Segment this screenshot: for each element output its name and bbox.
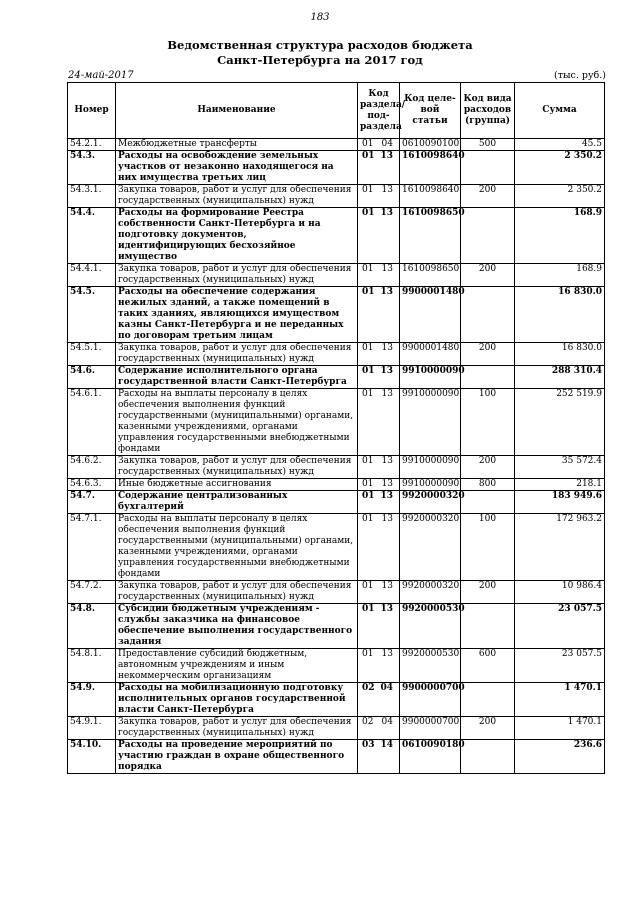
row-expense-type: 500 xyxy=(461,139,515,151)
row-sum: 183 949.6 xyxy=(515,491,605,514)
table-row xyxy=(68,139,605,151)
row-name: Закупка товаров, работ и услуг для обеспечения государственных (муниципальных) нужд xyxy=(116,581,358,604)
row-section-code xyxy=(358,264,400,287)
row-name: Содержание исполнительного органа государственной власти Санкт-Петербурга xyxy=(116,366,358,389)
row-section: 02 xyxy=(362,717,374,727)
row-sum: 23 057.5 xyxy=(515,604,605,649)
table-row xyxy=(68,581,605,604)
row-section-code xyxy=(358,683,400,717)
row-target-code: 9920000320 xyxy=(400,491,461,514)
row-sum: 252 519.9 xyxy=(515,389,605,456)
page-number: 183 xyxy=(310,12,330,23)
row-expense-type xyxy=(461,287,515,343)
row-target-code: 0610090100 xyxy=(400,139,461,151)
table-row xyxy=(68,366,605,389)
row-section-code xyxy=(358,514,400,581)
row-name: Закупка товаров, работ и услуг для обеспечения государственных (муниципальных) нужд xyxy=(116,185,358,208)
budget-table xyxy=(67,82,605,774)
row-section: 02 xyxy=(362,683,375,693)
row-number: 54.5. xyxy=(68,287,116,343)
row-number: 54.3. xyxy=(68,151,116,185)
row-section: 03 xyxy=(362,740,375,750)
row-subsection: 13 xyxy=(380,491,393,501)
row-sum: 16 830.0 xyxy=(515,343,605,366)
header-section-code: Код раздела/ под- раздела xyxy=(358,83,400,139)
table-row xyxy=(68,287,605,343)
header-target-code: Код целе- вой статьи xyxy=(400,83,461,139)
row-sum: 35 572.4 xyxy=(515,456,605,479)
table-row xyxy=(68,740,605,774)
header-name: Наименование xyxy=(116,83,358,139)
row-subsection: 13 xyxy=(381,649,393,659)
row-expense-type xyxy=(461,366,515,389)
row-sum: 10 986.4 xyxy=(515,581,605,604)
row-name: Расходы на мобилизационную подготовку исполнительных органов государственной власти Санкт-Петербурга xyxy=(116,683,358,717)
row-expense-type: 600 xyxy=(461,649,515,683)
table-row xyxy=(68,649,605,683)
row-subsection: 04 xyxy=(381,139,393,149)
table-row xyxy=(68,208,605,264)
row-target-code: 9910000090 xyxy=(400,456,461,479)
row-target-code: 1610098640 xyxy=(400,151,461,185)
table-row xyxy=(68,491,605,514)
row-target-code: 9900000700 xyxy=(400,717,461,740)
row-expense-type xyxy=(461,208,515,264)
row-sum: 1 470.1 xyxy=(515,683,605,717)
row-target-code: 1610098640 xyxy=(400,185,461,208)
row-number: 54.4. xyxy=(68,208,116,264)
row-section: 01 xyxy=(362,581,374,591)
row-number: 54.7.2. xyxy=(68,581,116,604)
row-number: 54.6.2. xyxy=(68,456,116,479)
table-row xyxy=(68,683,605,717)
row-subsection: 13 xyxy=(381,264,393,274)
row-section-code xyxy=(358,151,400,185)
row-section: 01 xyxy=(362,343,374,353)
row-subsection: 13 xyxy=(381,581,393,591)
row-sum: 236.6 xyxy=(515,740,605,774)
row-section-code xyxy=(358,479,400,491)
row-name: Межбюджетные трансферты xyxy=(116,139,358,151)
row-target-code: 9900001480 xyxy=(400,287,461,343)
units-label: (тыс. руб.) xyxy=(554,70,606,81)
row-target-code: 9910000090 xyxy=(400,389,461,456)
row-section: 01 xyxy=(362,514,374,524)
row-expense-type xyxy=(461,683,515,717)
row-number: 54.7.1. xyxy=(68,514,116,581)
row-name: Закупка товаров, работ и услуг для обеспечения государственных (муниципальных) нужд xyxy=(116,717,358,740)
row-target-code: 0610090180 xyxy=(400,740,461,774)
table-row xyxy=(68,389,605,456)
row-section-code xyxy=(358,185,400,208)
row-sum: 168.9 xyxy=(515,208,605,264)
row-name: Расходы на проведение мероприятий по участию граждан в охране общественного порядка xyxy=(116,740,358,774)
row-sum: 288 310.4 xyxy=(515,366,605,389)
table-row xyxy=(68,604,605,649)
row-expense-type: 200 xyxy=(461,581,515,604)
row-subsection: 13 xyxy=(380,287,393,297)
row-name: Расходы на освобождение земельных участков от незаконно находящегося на них имущества третьих лиц xyxy=(116,151,358,185)
row-number: 54.5.1. xyxy=(68,343,116,366)
row-number: 54.7. xyxy=(68,491,116,514)
row-sum: 23 057.5 xyxy=(515,649,605,683)
row-subsection: 13 xyxy=(381,343,393,353)
row-section: 01 xyxy=(362,491,375,501)
row-number: 54.9. xyxy=(68,683,116,717)
row-target-code: 9920000530 xyxy=(400,604,461,649)
row-section: 01 xyxy=(362,389,374,399)
row-name: Расходы на выплаты персоналу в целях обеспечения выполнения функций государственными (муниципальными) органами, казенными учреждениями, органами управления государственными внебюджетными фондами xyxy=(116,514,358,581)
row-subsection: 04 xyxy=(380,683,393,693)
row-target-code: 1610098650 xyxy=(400,208,461,264)
row-section-code xyxy=(358,287,400,343)
row-expense-type: 200 xyxy=(461,264,515,287)
row-expense-type: 200 xyxy=(461,343,515,366)
header-expense-type: Код вида расходов (группа) xyxy=(461,83,515,139)
table-row xyxy=(68,264,605,287)
row-section-code xyxy=(358,740,400,774)
row-expense-type xyxy=(461,604,515,649)
row-section: 01 xyxy=(362,604,375,614)
row-number: 54.6.3. xyxy=(68,479,116,491)
row-sum: 218.1 xyxy=(515,479,605,491)
table-header-row xyxy=(68,83,605,139)
row-expense-type: 200 xyxy=(461,185,515,208)
row-subsection: 13 xyxy=(380,151,393,161)
row-section: 01 xyxy=(362,287,375,297)
row-section: 01 xyxy=(362,479,374,489)
row-name: Иные бюджетные ассигнования xyxy=(116,479,358,491)
row-subsection: 13 xyxy=(381,456,393,466)
row-name: Расходы на обеспечение содержания нежилых зданий, а также помещений в таких зданиях, являющихся имуществом казны Санкт-Петербурга и не переданных по договорам третьим лицам xyxy=(116,287,358,343)
row-expense-type xyxy=(461,151,515,185)
row-section-code xyxy=(358,456,400,479)
table-row xyxy=(68,185,605,208)
row-expense-type xyxy=(461,491,515,514)
row-section: 01 xyxy=(362,185,374,195)
document-title xyxy=(0,38,640,68)
row-target-code: 9920000320 xyxy=(400,514,461,581)
title-line-2: Санкт-Петербурга на 2017 год xyxy=(217,53,423,67)
document-date: 24-май-2017 xyxy=(68,70,134,81)
row-name: Субсидии бюджетным учреждениям - службы заказчика на финансовое обеспечение выполнения государственного задания xyxy=(116,604,358,649)
row-number: 54.3.1. xyxy=(68,185,116,208)
row-sum: 1 470.1 xyxy=(515,717,605,740)
header-number: Номер xyxy=(68,83,116,139)
row-section: 01 xyxy=(362,139,374,149)
row-section: 01 xyxy=(362,456,374,466)
row-number: 54.8.1. xyxy=(68,649,116,683)
row-section-code xyxy=(358,343,400,366)
row-subsection: 13 xyxy=(381,514,393,524)
row-target-code: 1610098650 xyxy=(400,264,461,287)
row-number: 54.4.1. xyxy=(68,264,116,287)
row-expense-type: 200 xyxy=(461,717,515,740)
row-name: Закупка товаров, работ и услуг для обеспечения государственных (муниципальных) нужд xyxy=(116,264,358,287)
row-subsection: 13 xyxy=(380,604,393,614)
row-expense-type: 100 xyxy=(461,389,515,456)
row-sum: 45.5 xyxy=(515,139,605,151)
row-number: 54.10. xyxy=(68,740,116,774)
row-section: 01 xyxy=(362,264,374,274)
row-sum: 2 350.2 xyxy=(515,151,605,185)
table-row xyxy=(68,151,605,185)
row-section-code xyxy=(358,208,400,264)
row-name: Закупка товаров, работ и услуг для обеспечения государственных (муниципальных) нужд xyxy=(116,343,358,366)
row-section-code xyxy=(358,389,400,456)
row-number: 54.2.1. xyxy=(68,139,116,151)
row-section: 01 xyxy=(362,366,375,376)
table-row xyxy=(68,456,605,479)
row-subsection: 13 xyxy=(380,366,393,376)
row-sum: 168.9 xyxy=(515,264,605,287)
row-section-code xyxy=(358,491,400,514)
row-name: Расходы на выплаты персоналу в целях обеспечения выполнения функций государственными (муниципальными) органами, казенными учреждениями, органами управления государственными внебюджетными фондами xyxy=(116,389,358,456)
row-subsection: 14 xyxy=(380,740,393,750)
row-target-code: 9920000320 xyxy=(400,581,461,604)
table-row xyxy=(68,717,605,740)
row-section: 01 xyxy=(362,151,375,161)
row-name: Расходы на формирование Реестра собственности Санкт-Петербурга и на подготовку документов, идентифицирующих бесхозяйное имущество xyxy=(116,208,358,264)
row-name: Закупка товаров, работ и услуг для обеспечения государственных (муниципальных) нужд xyxy=(116,456,358,479)
row-subsection: 13 xyxy=(381,185,393,195)
row-subsection: 13 xyxy=(380,208,393,218)
row-sum: 2 350.2 xyxy=(515,185,605,208)
row-target-code: 9920000530 xyxy=(400,649,461,683)
row-section-code xyxy=(358,581,400,604)
row-expense-type: 200 xyxy=(461,456,515,479)
row-expense-type: 800 xyxy=(461,479,515,491)
header-sum: Сумма xyxy=(515,83,605,139)
row-subsection: 04 xyxy=(381,717,393,727)
row-section-code xyxy=(358,604,400,649)
row-section-code xyxy=(358,139,400,151)
row-sum: 172 963.2 xyxy=(515,514,605,581)
row-section-code xyxy=(358,366,400,389)
row-name: Содержание централизованных бухгалтерий xyxy=(116,491,358,514)
row-subsection: 13 xyxy=(381,479,393,489)
row-number: 54.6.1. xyxy=(68,389,116,456)
row-number: 54.9.1. xyxy=(68,717,116,740)
row-target-code: 9900000700 xyxy=(400,683,461,717)
table-row xyxy=(68,479,605,491)
row-expense-type: 100 xyxy=(461,514,515,581)
row-section-code xyxy=(358,717,400,740)
row-section: 01 xyxy=(362,649,374,659)
row-expense-type xyxy=(461,740,515,774)
row-name: Предоставление субсидий бюджетным, автономным учреждениям и иным некоммерческим организациям xyxy=(116,649,358,683)
table-row xyxy=(68,343,605,366)
row-target-code: 9910000090 xyxy=(400,479,461,491)
row-subsection: 13 xyxy=(381,389,393,399)
row-sum: 16 830.0 xyxy=(515,287,605,343)
row-target-code: 9900001480 xyxy=(400,343,461,366)
row-target-code: 9910000090 xyxy=(400,366,461,389)
row-number: 54.8. xyxy=(68,604,116,649)
title-line-1: Ведомственная структура расходов бюджета xyxy=(167,38,473,52)
table-row xyxy=(68,514,605,581)
row-section-code xyxy=(358,649,400,683)
row-number: 54.6. xyxy=(68,366,116,389)
row-section: 01 xyxy=(362,208,375,218)
